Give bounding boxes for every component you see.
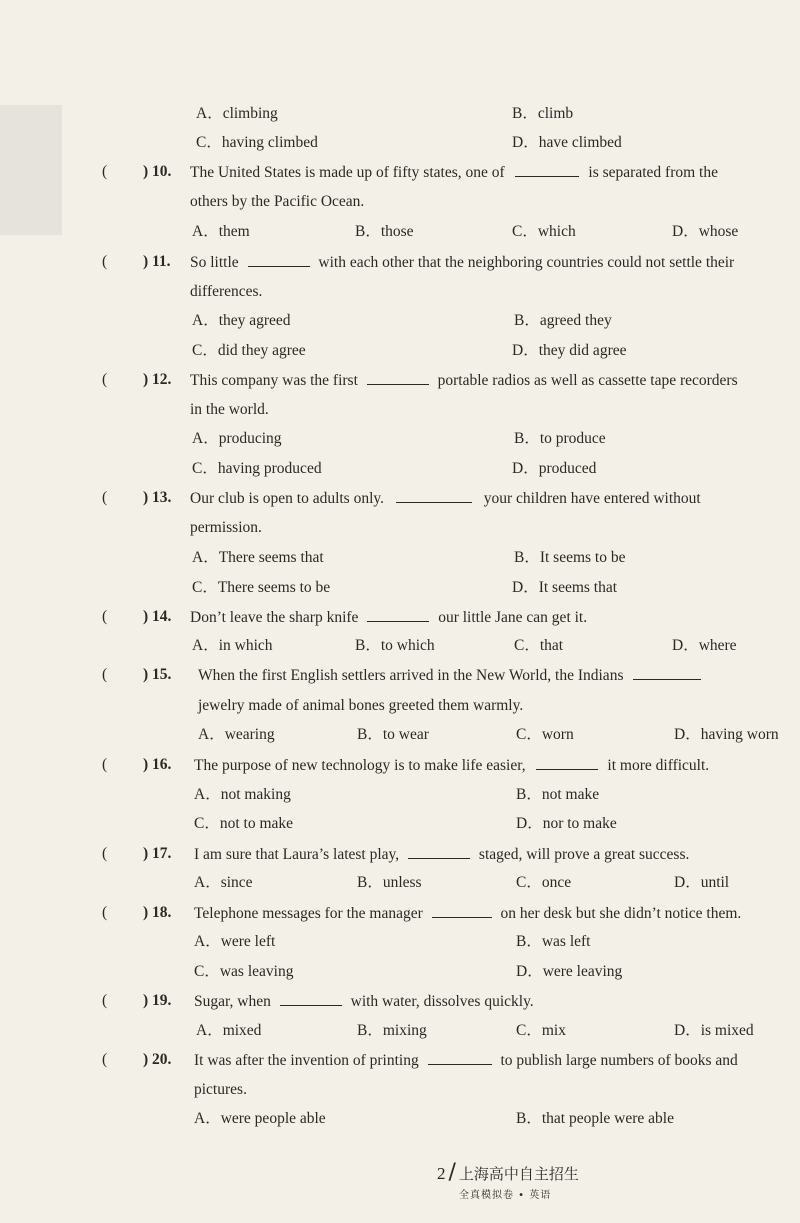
answer-blank (367, 370, 429, 385)
question-stem (190, 488, 701, 509)
option-d: D．whose (672, 223, 739, 240)
option-d: D．until (674, 874, 730, 891)
page-number: 2 (437, 1164, 446, 1183)
question-number: ) 16. (143, 756, 172, 773)
question-stem (190, 607, 587, 628)
option-a: A．mixed (196, 1022, 262, 1039)
question-number: ) 11. (143, 253, 171, 270)
option-b: B．unless (357, 874, 422, 891)
answer-blank (248, 252, 310, 267)
question-number: ) 10. (143, 163, 172, 180)
option-b: B．those (355, 223, 414, 240)
option-b: B．It seems to be (514, 549, 626, 566)
option-b: B．to which (355, 637, 435, 654)
option-b: B．mixing (357, 1022, 427, 1039)
option-a: A．since (194, 874, 253, 891)
option-a: A．in which (192, 637, 273, 654)
option-c: C．not to make (194, 815, 294, 832)
option-a: A．There seems that (192, 549, 324, 566)
option-c: C．that (514, 637, 564, 654)
stem-text: When the first English settlers arrived in the New World, the Indians (198, 667, 624, 684)
footer-title: 上海高中自主招生 (458, 1165, 579, 1183)
stem-text: staged, will prove a great success. (478, 846, 690, 863)
question-number: ) 17. (143, 845, 172, 862)
question-stem (194, 903, 741, 924)
answer-blank (408, 844, 470, 859)
answer-paren: ( (102, 904, 108, 921)
question-stem (190, 370, 738, 391)
question-stem (190, 252, 734, 273)
page-footer (437, 1160, 579, 1201)
option-c: C．which (512, 223, 576, 240)
stem-text: Sugar, when (194, 993, 271, 1010)
answer-blank (367, 607, 429, 622)
q9-option-b: B．climb (512, 105, 574, 122)
option-d: D．produced (512, 460, 597, 477)
stem-continuation: permission. (190, 519, 262, 536)
option-c: C．was leaving (194, 963, 294, 980)
option-c: C．once (516, 874, 572, 891)
footer-slash: / (448, 1160, 456, 1185)
answer-blank (432, 903, 492, 918)
option-a: A．wearing (198, 726, 275, 743)
option-d: D．is mixed (674, 1022, 754, 1039)
option-b: B．agreed they (514, 312, 612, 329)
question-stem (194, 755, 709, 776)
question-stem (194, 991, 534, 1012)
option-d: D．nor to make (516, 815, 617, 832)
option-b: B．to produce (514, 430, 606, 447)
q9-option-d: D．have climbed (512, 134, 622, 151)
option-d: D．were leaving (516, 963, 623, 980)
answer-paren: ( (102, 756, 108, 773)
answer-blank (536, 755, 598, 770)
stem-text: to publish large numbers of books and (500, 1052, 738, 1069)
option-b: B．not make (516, 786, 600, 803)
option-c: C．mix (516, 1022, 566, 1039)
question-stem (194, 844, 689, 865)
stem-text: on her desk but she didn’t notice them. (500, 905, 742, 922)
answer-paren: ( (102, 845, 108, 862)
question-number: ) 12. (143, 371, 172, 388)
option-b: B．that people were able (516, 1110, 674, 1127)
stem-text: it more difficult. (607, 757, 710, 774)
answer-paren: ( (102, 371, 108, 388)
answer-paren: ( (102, 163, 108, 180)
stem-continuation: pictures. (194, 1081, 247, 1098)
stem-continuation: differences. (190, 283, 263, 300)
stem-text: with each other that the neighboring countries could not settle their (318, 254, 735, 271)
option-b: B．was left (516, 933, 591, 950)
option-c: C．did they agree (192, 342, 306, 359)
answer-blank (633, 665, 701, 680)
stem-text: our little Jane can get it. (438, 609, 588, 626)
answer-paren: ( (102, 992, 108, 1009)
option-c: C．worn (516, 726, 574, 743)
q9-option-c: C．having climbed (196, 134, 318, 151)
option-d: D．they did agree (512, 342, 627, 359)
stem-continuation: others by the Pacific Ocean. (190, 193, 365, 210)
stem-text: The purpose of new technology is to make life easier, (194, 757, 526, 774)
stem-text: This company was the first (190, 372, 358, 389)
stem-continuation: in the world. (190, 401, 269, 418)
option-a: A．were people able (194, 1110, 326, 1127)
option-b: B．to wear (357, 726, 429, 743)
question-number: ) 18. (143, 904, 172, 921)
answer-paren: ( (102, 666, 108, 683)
stem-text: Our club is open to adults only. (190, 490, 385, 507)
option-a: A．they agreed (192, 312, 291, 329)
option-a: A．not making (194, 786, 291, 803)
option-c: C．having produced (192, 460, 322, 477)
stem-continuation: jewelry made of animal bones greeted them warmly. (198, 697, 524, 714)
stem-text: So little (190, 254, 239, 271)
option-d: D．It seems that (512, 579, 618, 596)
answer-blank (428, 1050, 492, 1065)
stem-text: I am sure that Laura’s latest play, (194, 846, 400, 863)
option-a: A．producing (192, 430, 282, 447)
question-number: ) 15. (143, 666, 172, 683)
question-number: ) 19. (143, 992, 172, 1009)
answer-blank (515, 162, 579, 177)
stem-text: Telephone messages for the manager (194, 905, 423, 922)
stem-text: is separated from the (588, 164, 718, 181)
answer-paren: ( (102, 608, 108, 625)
question-number: ) 20. (143, 1051, 172, 1068)
footer-subtitle: 全真模拟卷 • 英语 (459, 1190, 552, 1201)
stem-text: It was after the invention of printing (194, 1052, 419, 1069)
option-d: D．having worn (674, 726, 779, 743)
option-a: A．were left (194, 933, 276, 950)
answer-blank (396, 488, 472, 503)
q9-option-a: A．climbing (196, 105, 278, 122)
option-d: D．where (672, 637, 737, 654)
option-a: A．them (192, 223, 250, 240)
stem-text: portable radios as well as cassette tape recorders (437, 372, 738, 389)
stem-text: your children have entered without (483, 490, 701, 507)
stem-text: The United States is made up of fifty states, one of (190, 164, 505, 181)
question-stem (194, 1050, 738, 1071)
option-c: C．There seems to be (192, 579, 331, 596)
question-number: ) 14. (143, 608, 172, 625)
answer-paren: ( (102, 253, 108, 270)
question-stem (190, 162, 718, 183)
stem-text: with water, dissolves quickly. (350, 993, 534, 1010)
answer-blank (280, 991, 342, 1006)
answer-paren: ( (102, 1051, 108, 1068)
question-number: ) 13. (143, 489, 172, 506)
question-stem (198, 665, 707, 686)
answer-paren: ( (102, 489, 108, 506)
stem-text: Don’t leave the sharp knife (190, 609, 359, 626)
